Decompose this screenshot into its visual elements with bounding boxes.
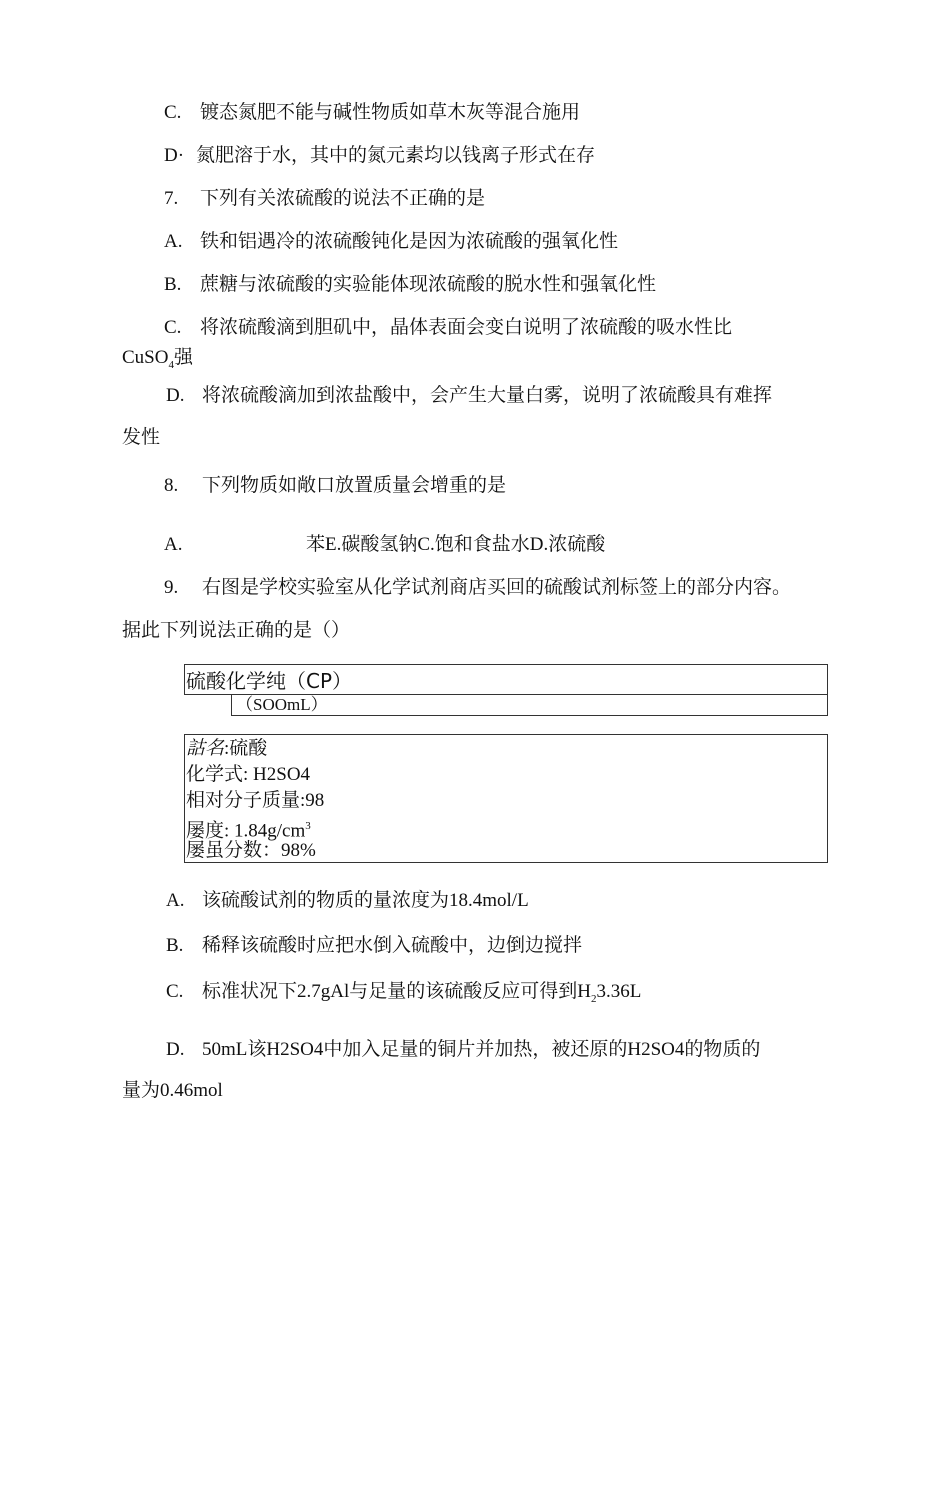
option-text: 将浓硫酸滴到胆矶中，晶体表面会变白说明了浓硫酸的吸水性比 [200,317,733,338]
reagent-density [186,815,311,842]
option-text: 3.36L [596,981,642,1002]
name-value: :硫酸 [224,738,268,759]
option-label: A. [164,534,183,555]
reagent-mass-fraction: 屡虽分数：98% [186,840,316,861]
q9-option-b [166,934,582,958]
q9-option-a [166,889,529,913]
reagent-molar-mass: 相对分子质量:98 [186,790,325,811]
name-key: 詁名 [186,738,225,759]
q9-option-d [166,1038,760,1062]
q9-option-d-continued [122,1079,223,1103]
question-8 [164,474,506,498]
question-text: 据此下列说法正确的是（） [122,620,351,641]
formula-subscript: 4 [168,358,174,371]
reagent-formula: 化学式: H2SO4 [186,764,311,785]
question-9 [164,576,791,600]
q7-option-d [166,384,772,408]
question-text: 下列物质如敞口放置质量会增重的是 [202,475,507,496]
formula-text: CuSO [122,347,169,368]
option-text: 蔗糖与浓硫酸的实验能体现浓硫酸的脱水性和强氧化性 [200,274,657,295]
option-label: A. [166,890,185,911]
reagent-volume: （SOOmL） [236,695,328,714]
question-text: 右图是学校实验室从化学试剂商店买回的硫酸试剂标签上的部分内容。 [202,577,792,598]
option-text: 苯E.碳酸氢钠C.饱和食盐水D.浓硫酸 [306,534,606,555]
option-text: 50mL该H2SO4中加入足量的铜片并加热，被还原的H2SO4的物质的 [202,1039,761,1060]
option-text: 氮肥溶于水，其中的氮元素均以钱离子形式在存 [196,145,596,166]
option-label: D. [166,1039,185,1060]
option-text: 发性 [122,427,161,448]
option-label: D. [166,385,185,406]
question-number: 7. [164,188,179,209]
option-label: C. [164,102,182,123]
option-c [164,101,580,125]
option-text: 将浓硫酸滴加到浓盐酸中，会产生大量白雾，说明了浓硫酸具有难挥 [202,385,773,406]
option-text: 稀释该硫酸时应把水倒入硫酸中，边倒边搅拌 [202,935,583,956]
option-label: C. [166,981,184,1002]
option-text: 该硫酸试剂的物质的量浓度为18.4mol/L [202,890,529,911]
question-text: 下列有关浓硫酸的说法不正确的是 [200,188,486,209]
option-text: 强 [173,347,193,368]
reagent-title: 硫酸化学纯（CP） [186,669,353,693]
option-label: B. [164,274,182,295]
option-text: 量为0.46mol [122,1080,223,1101]
q7-option-b [164,273,656,297]
reagent-name [186,738,267,760]
formula-subscript: 2 [590,992,597,1005]
option-label: B. [166,935,184,956]
q7-option-c [164,316,732,340]
option-d [164,144,595,168]
question-7 [164,187,485,211]
option-text: 铁和铝遇冷的浓硫酸钝化是因为浓硫酸的强氧化性 [200,231,619,252]
density-text: 屡度: 1.84g/cm [186,820,306,842]
q9-option-c [166,980,641,1011]
question-9-continued [122,619,350,643]
density-superscript: 3 [305,820,311,832]
option-text: 镀态氮肥不能与碱性物质如草木灰等混合施用 [200,102,581,123]
question-number: 8. [164,475,179,496]
option-label: C. [164,317,182,338]
q7-option-a [164,230,618,254]
option-label: A. [164,231,183,252]
option-text: 标准状况下2.7gAl与足量的该硫酸反应可得到H [202,981,591,1002]
question-number: 9. [164,577,179,598]
q8-options [164,533,605,557]
q7-option-d-continued [122,426,160,450]
option-label: D· [164,145,185,166]
q7-option-c-continued [122,346,193,377]
